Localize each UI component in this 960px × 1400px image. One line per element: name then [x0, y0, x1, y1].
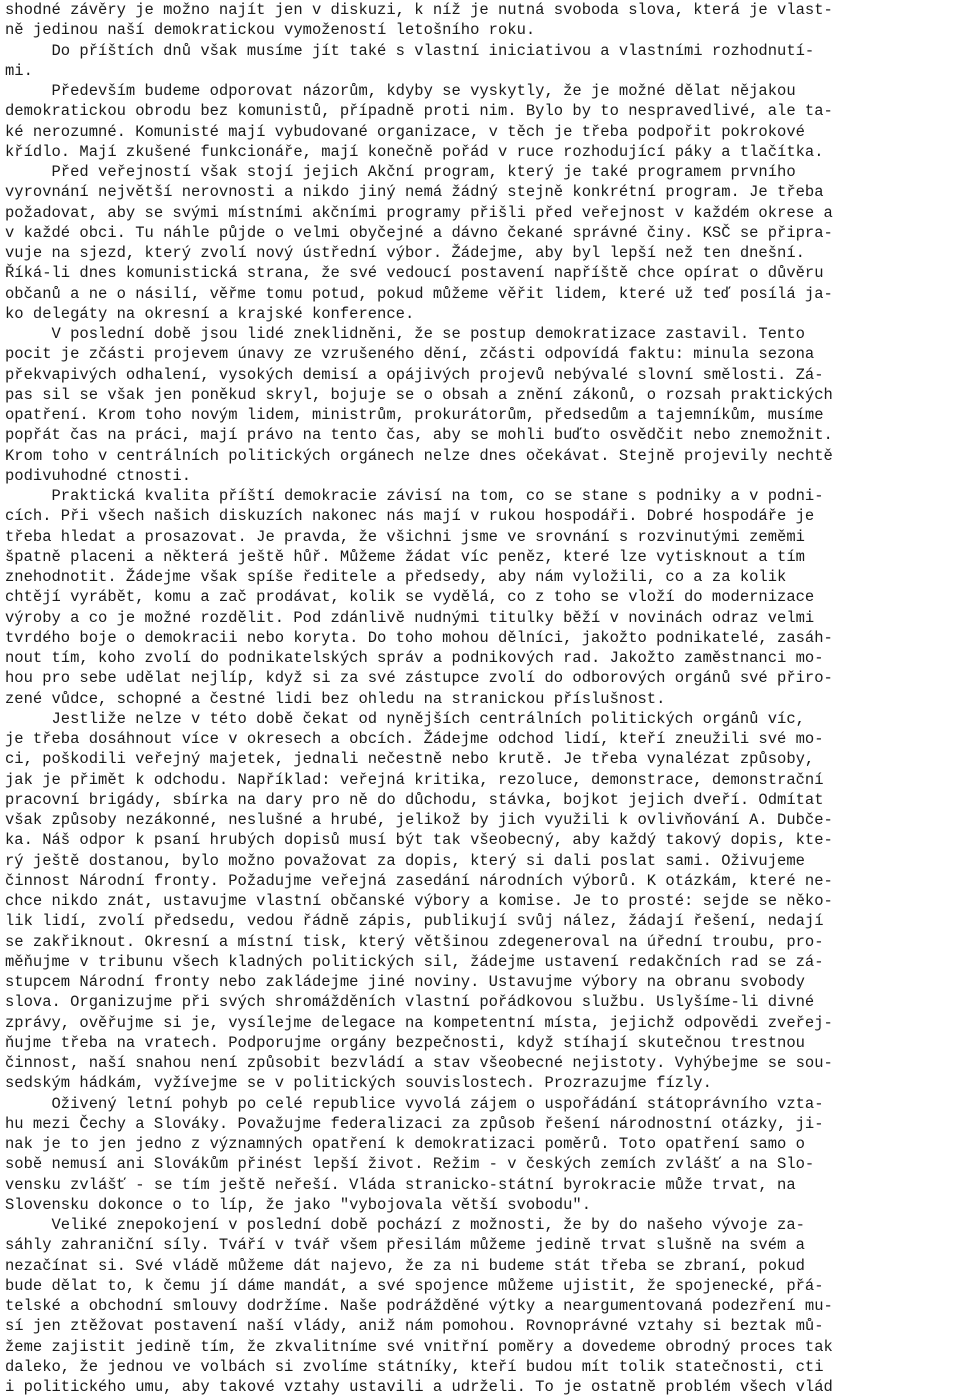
- text-line: sáhly zahraniční síly. Tváří v tvář všem přesilám můžeme jedině trvat slušně na svém a: [5, 1236, 805, 1255]
- text-line: špatně placeni a některá ještě hůř. Můžeme žádat víc peněz, které lze vytisknout a tím: [5, 547, 805, 566]
- text-line: slova. Organizujme při svých shromážděních vlastní pořádkovou službu. Uslyšíme-li divné: [5, 993, 815, 1012]
- text-line: tvrdého boje o demokracii nebo koryta. Do toho mohou dělníci, jakožto podnikatelé, zasáh-: [5, 628, 833, 647]
- text-line: rý ještě dostanou, bylo možno považovat za dopis, který si dali poslat sami. Oživujeme: [5, 851, 805, 870]
- text-line: žeme zajistit jedině tím, že zkvalitníme své vnitřní poměry a dovedeme obrodný proces tak: [5, 1337, 833, 1356]
- text-line: nout tím, koho zvolí do podnikatelských správ a podnikových rad. Jakožto zaměstnanci mo-: [5, 649, 824, 667]
- text-line: sobě nemusí ani Slovákům přinést lepší život. Režim - v českých zemích zvlášť a na Slo-: [5, 1155, 815, 1174]
- text-line: křídlo. Mají zkušené funkcionáře, mají konečně pořád v ruce rozhodující páky a tlačítka.: [5, 142, 824, 161]
- text-line: nezačínat si. Své vládě můžeme dát najevo, že za ni budeme stát třeba se zbraní, pokud: [5, 1256, 805, 1275]
- text-line: chce nikdo znát, ustavujme vlastní občanské výbory a komise. Je to prosté: sejde se něko-: [5, 892, 833, 910]
- text-line: v každé obci. Tu náhle půjde o velmi obyčejné a dávno čekané správné činy. KSČ se připra-: [5, 223, 833, 242]
- text-line: bude dělat to, k čemu jí dáme mandát, a své spojence můžeme ujistit, že spojenecké, přá-: [5, 1276, 824, 1295]
- text-line: ně jedinou naší demokratickou vymožeností letošního roku.: [5, 21, 536, 40]
- text-line: pocit je zčásti projevem únavy ze vzrušeného dění, zčásti odpovídá faktu: minula sezona: [5, 345, 815, 364]
- text-line: pas sil se však jen poněkud skryl, bojuje se o obsah a znění zákonů, o rozsah praktických: [5, 385, 833, 404]
- text-line: podivuhodné ctnosti.: [5, 466, 192, 485]
- text-line: jak je přimět k odchodu. Například: veřejná kritika, rezoluce, demonstrace, demonstrační: [5, 770, 824, 789]
- text-line: ci, poškodili veřejný majetek, jednali nečestně nebo krutě. Je třeba vynalézat způsoby,: [5, 750, 815, 769]
- text-line: ka. Náš odpor k psaní hrubých dopisů musí být tak všeobecný, aby každý takový dopis, kte-: [5, 831, 833, 850]
- text-line: ko delegáty na okresní a krajské konference.: [5, 304, 415, 323]
- text-line: ňujme třeba na vratech. Podporujme orgány bezpečnosti, když stíhají skutečnou trestnou: [5, 1033, 805, 1052]
- text-line: výroby a co je možné rozdělit. Pod zdánlivě nudnými titulky běží v novinách odraz velmi: [5, 608, 815, 627]
- text-line: hou pro sebe udělat nejlíp, když si za své zástupce zvolí do odborových orgánů své přiro-: [5, 669, 833, 688]
- text-line: měňujme v tribunu všech kladných politických sil, žádejme ustavení redakčních rad se zá-: [5, 952, 824, 971]
- text-line: telské a obchodní smlouvy dodržíme. Naše podrážděné výtky a neargumentovaná podezření mu-: [5, 1297, 833, 1315]
- text-line: Praktická kvalita příští demokracie závisí na tom, co se stane s podniky a v podni-: [5, 487, 824, 505]
- text-line: zprávy, ověřujme si je, vysílejme delegace na kompetentní místa, jejichž odpovědi zveřej-: [5, 1013, 833, 1032]
- text-line: je třeba dosáhnout více v okresech a obcích. Žádejme odchod lidí, kteří zneužili své mo-: [5, 730, 824, 748]
- text-line: Před veřejností však stojí jejich Akční program, který je také programem prvního: [5, 163, 796, 181]
- text-line: pracovní brigády, sbírka na dary pro ně do důchodu, stávka, bojkot jejich dveří. Odmítat: [5, 790, 824, 809]
- text-line: požadovat, aby se svými místními akčními programy přišli před veřejnost v každém okrese a: [5, 203, 833, 222]
- text-line: V poslední době jsou lidé zneklidněni, že se postup demokratizace zastavil. Tento: [5, 325, 805, 343]
- text-line: ké nerozumné. Komunisté mají vybudované organizace, v těch je třeba podpořit pokrokové: [5, 122, 805, 141]
- text-line: Především budeme odporovat názorům, kdyby se vyskytly, že je možné dělat nějakou: [5, 82, 796, 100]
- text-line: Krom toho v centrálních politických orgánech nelze dnes očekávat. Stejně projevily nechtě: [5, 446, 833, 465]
- text-line: lik lidí, zvolí předsedu, vedou řádně zápis, publikují svůj nález, žádají řešení, nedají: [5, 912, 824, 931]
- text-line: Veliké znepokojení v poslední době pochází z možnosti, že by do našeho vývoje za-: [5, 1216, 805, 1234]
- text-line: vuje na sjezd, který zvolí nový ústřední výbor. Žádejme, aby byl lepší než ten dnešní.: [5, 244, 805, 262]
- text-line: popřát čas na práci, mají právo na tento čas, aby se mohli buďto osvědčit nebo znemožnit.: [5, 426, 833, 445]
- text-line: stupcem Národní fronty nebo zakládejme jiné noviny. Ustavujme výbory na obranu svobody: [5, 973, 805, 991]
- text-line: Oživený letní pohyb po celé republice vyvolá zájem o uspořádání státoprávního vzta-: [5, 1094, 824, 1113]
- text-line: činnost, naší snahou není způsobit bezvládí a stav všeobecné nejistoty. Vyhýbejme se sou-: [5, 1054, 833, 1072]
- text-line: Slovensku dokonce o to líp, že jako "vybojovala větší svobodu".: [5, 1195, 591, 1214]
- text-line: vensku zvlášť - se tím ještě neřeší. Vláda stranicko-státní byrokracie může trvat, na: [5, 1175, 796, 1194]
- text-line: však způsoby nezákonné, neslušné a hrubé, jelikož by jich využili k ovlivňování A. Dubče-: [5, 811, 833, 829]
- text-line: mi.: [5, 61, 33, 80]
- text-line: chtějí vyrábět, komu a zač prodávat, kolik se vydělá, co z toho se vloží do modernizace: [5, 588, 815, 607]
- text-line: i politického umu, aby takové vztahy ustavili a udrželi. To je ostatně problém všech vlád: [5, 1378, 833, 1396]
- text-line: cích. Při všech našich diskuzích nakonec nás mají v rukou hospodáři. Dobré hospodáře je: [5, 507, 815, 526]
- text-line: daleko, že jednou ve volbách si zvolíme státníky, kteří budou mít tolik statečnosti, cti: [5, 1357, 824, 1376]
- text-line: nak je to jen jedno z významných opatření k demokratizaci poměrů. Toto opatření samo o: [5, 1135, 805, 1153]
- text-line: sí jen ztěžovat postavení naší vlády, aniž nám pomohou. Rovnoprávné vztahy si beztak mů-: [5, 1317, 824, 1336]
- text-line: zené vůdce, schopné a čestné lidi bez ohledu na stranickou příslušnost.: [5, 689, 666, 708]
- text-line: sedským hádkám, vyžívejme se v politických souvislostech. Prozrazujme fízly.: [5, 1074, 712, 1093]
- text-line: Jestliže nelze v této době čekat od nynějších centrálních politických orgánů víc,: [5, 709, 805, 728]
- text-line: se zakřiknout. Okresní a místní tisk, který většinou zdegeneroval na úřední troubu, pro-: [5, 932, 824, 951]
- text-line: shodné závěry je možno najít jen v diskuzi, k níž je nutná svoboda slova, která je vlast-: [5, 1, 833, 19]
- text-line: znehodnotit. Žádejme však spíše ředitele a předsedy, aby nám vyložili, co a za kolik: [5, 568, 787, 586]
- text-line: Říká-li dnes komunistická strana, že své vedoucí postavení napříště chce opírat o důvěru: [5, 264, 824, 283]
- text-line: vyrovnání největší nerovnosti a nikdo jiný nemá žádný stejně konkrétní program. Je třeba: [5, 183, 824, 202]
- text-line: činnost Národní fronty. Požadujme veřejná zasedání národních výborů. K otázkám, které ne-: [5, 871, 833, 890]
- text-line: překvapivých odhalení, vysokých demisí a opájivých projevů nebývalé slovní smělosti. Zá-: [5, 365, 824, 384]
- text-line: opatření. Krom toho novým lidem, ministrům, prokurátorům, předsedům a tajemníkům, musíme: [5, 406, 824, 424]
- text-line: občanů a ne o násilí, věřme tomu potud, pokud můžeme věřit lidem, které už teď posílá ja-: [5, 284, 833, 303]
- text-line: hu mezi Čechy a Slováky. Považujme federalizaci za způsob řešení národnostní otázky, ji-: [5, 1114, 824, 1133]
- text-line: Do příštích dnů však musíme jít také s vlastní iniciativou a vlastními rozhodnutí-: [5, 41, 815, 60]
- text-line: demokratickou obrodu bez komunistů, případně proti nim. Bylo by to nespravedlivé, ale ta-: [5, 102, 833, 121]
- text-line: třeba hledat a prosazovat. Je pravda, že všichni jsme ve srovnání s rozvinutými zeměmi: [5, 527, 805, 546]
